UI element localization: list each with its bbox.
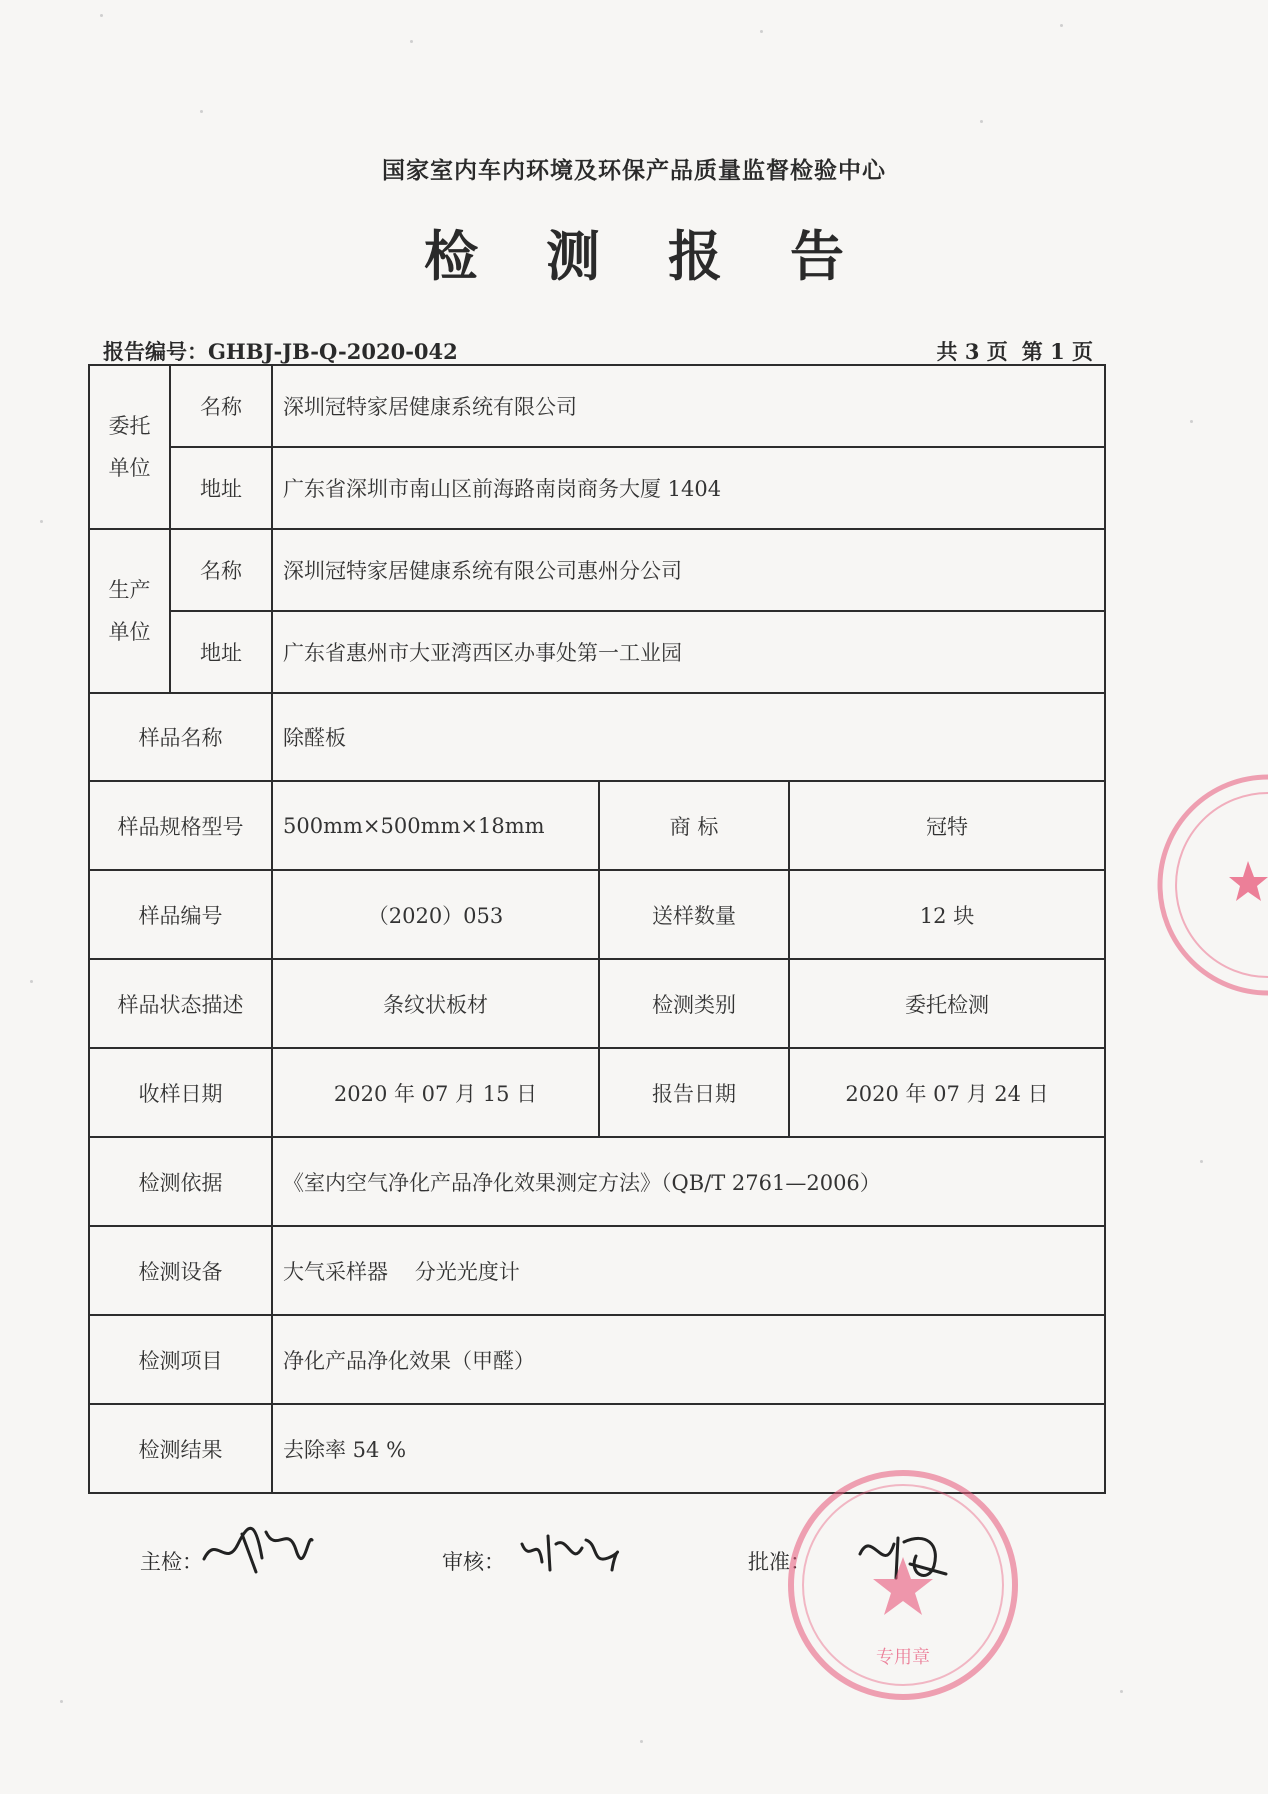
organization-name: 国家室内车内环境及环保产品质量监督检验中心 [382,157,886,184]
report-table [88,364,1106,1494]
seal-text: 专用章 [876,1647,930,1668]
test-basis-label: 检测依据 [89,1137,272,1226]
page-title: 检测报告 [424,224,912,288]
test-result-value: 去除率 54 % [272,1404,1105,1493]
producer-name-row [89,529,1105,611]
sample-state-label: 样品状态描述 [89,959,272,1048]
client-group-label: 委托单位 [89,365,170,529]
brand-label: 商 标 [599,781,789,870]
sample-spec-row [89,781,1105,870]
test-basis-row [89,1137,1105,1226]
producer-name-label: 名称 [170,529,272,611]
producer-name-value: 深圳冠特家居健康系统有限公司惠州分公司 [272,529,1105,611]
test-basis-value: 《室内空气净化产品净化效果测定方法》（QB/T 2761—2006） [272,1137,1105,1226]
dates-row [89,1048,1105,1137]
sample-name-row [89,693,1105,781]
client-address-label: 地址 [170,447,272,529]
sample-name-label: 样品名称 [89,693,272,781]
inspector-signature [196,1514,316,1584]
page-indicator [937,336,1093,366]
test-item-label: 检测项目 [89,1315,272,1404]
client-address-value: 广东省深圳市南山区前海路南岗商务大厦 1404 [272,447,1105,529]
sample-spec-value: 500mm×500mm×18mm [272,781,599,870]
report-date-value: 2020 年 07 月 24 日 [789,1048,1105,1137]
official-seal [783,1465,1023,1705]
client-name-row [89,365,1105,447]
page-current: 第 1 页 [1021,339,1093,364]
test-type-label: 检测类别 [599,959,789,1048]
reviewer-signature [512,1514,622,1584]
report-number: 报告编号：GHBJ-JB-Q-2020-042 [103,339,458,364]
test-equipment-label: 检测设备 [89,1226,272,1315]
sample-number-value: （2020）053 [272,870,599,959]
sample-name-value: 除醛板 [272,693,1105,781]
sample-spec-label: 样品规格型号 [89,781,272,870]
approver-label: 批准： [748,1550,811,1574]
producer-address-label: 地址 [170,611,272,693]
client-name-label: 名称 [170,365,272,447]
margin-seal-partial [1150,765,1268,1005]
reviewer-label: 审核： [442,1550,505,1574]
test-item-value: 净化产品净化效果（甲醛） [272,1315,1105,1404]
sample-quantity-value: 12 块 [789,870,1105,959]
received-date-value: 2020 年 07 月 15 日 [272,1048,599,1137]
inspector-label: 主检： [140,1550,203,1574]
producer-group-label: 生产单位 [89,529,170,693]
test-equipment-value: 大气采样器 分光光度计 [272,1226,1105,1315]
test-result-label: 检测结果 [89,1404,272,1493]
sample-quantity-label: 送样数量 [599,870,789,959]
test-equipment-row [89,1226,1105,1315]
sample-number-label: 样品编号 [89,870,272,959]
producer-address-value: 广东省惠州市大亚湾西区办事处第一工业园 [272,611,1105,693]
test-item-row [89,1315,1105,1404]
client-name-value: 深圳冠特家居健康系统有限公司 [272,365,1105,447]
signature-row [0,1536,1268,1626]
received-date-label: 收样日期 [89,1048,272,1137]
sample-number-row [89,870,1105,959]
producer-address-row [89,611,1105,693]
sample-state-row [89,959,1105,1048]
page-total: 共 3 页 [936,339,1008,364]
sample-state-value: 条纹状板材 [272,959,599,1048]
client-address-row [89,447,1105,529]
test-type-value: 委托检测 [789,959,1105,1048]
report-date-label: 报告日期 [599,1048,789,1137]
brand-value: 冠特 [789,781,1105,870]
